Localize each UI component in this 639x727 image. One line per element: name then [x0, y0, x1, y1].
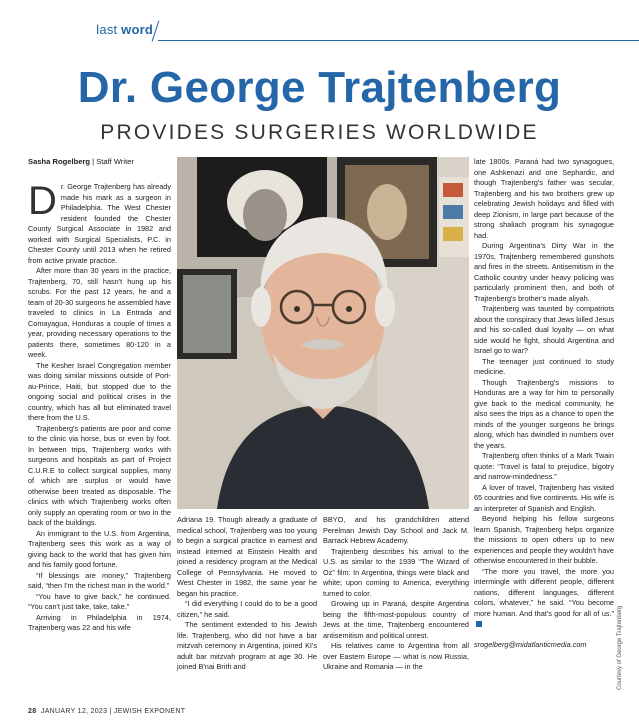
headline: Dr. George Trajtenberg: [77, 63, 562, 112]
end-mark-icon: [476, 621, 482, 627]
col1-paragraph-7: “You have to give back,” he continued. “You can't just take, take, take.”: [28, 591, 171, 611]
col2-paragraph-3: The sentiment extended to his Jewish life. Trajtenberg, who did not have a bar mitzvah ceremony in Argentina, joined KI's adult bar mitzvah program at age 30. He joined B'nai Brith and: [177, 620, 317, 671]
section-label: [96, 22, 153, 37]
drop-cap: D: [28, 179, 57, 223]
byline-author: Sasha Rogelberg: [28, 157, 91, 166]
byline-role: | Staff Writer: [90, 157, 134, 166]
col2-paragraph-2: “I did everything I could do to be a good citizen,” he said.: [177, 599, 317, 619]
col4-paragraph-8: Beyond helping his fellow surgeons learn Spanish, Trajtenberg helps organize the missions to open others up to new experiences and people they wouldn't have otherwise encountered in their bubble.: [474, 514, 614, 565]
col1-paragraph-6: “If blessings are money,” Trajtenberg said, “then I'm the richest man in the world.”: [28, 570, 171, 590]
section-prefix: last: [96, 22, 122, 37]
col2-paragraph-1: Adriana 19. Though already a graduate of medical school, Trajtenberg was too young to begin a surgical practice in earnest and instead interned at Einstein Health and joined a residency program at the Medical College of Pennsylvania. He moved to West Chester in 1982, the same year he began his practice.: [177, 515, 317, 598]
section-bold: word: [121, 22, 153, 37]
col4-paragraph-1: late 1800s. Paraná had two synagogues, one Ashkenazi and one Sephardic, and though Trajtenberg's father was secular, Trajtenberg and his two brothers grew up celebrating Jewish holidays and filled with deep Zionism, in large part because of the strong shaliach program his synagogue had.: [474, 157, 614, 240]
col4-paragraph-6: Trajtenberg often thinks of a Mark Twain quote: “Travel is fatal to prejudice, bigotry and narrow-mindedness.”: [474, 451, 614, 481]
page-footer: [28, 708, 185, 715]
section-rule: [158, 40, 639, 41]
col3-paragraph-3: Growing up in Paraná, despite Argentina being the fifth-most-populous country of Jews at the time, Trajtenberg encountered antisemitism and political unrest.: [323, 599, 469, 640]
col4-paragraph-5: Though Trajtenberg's missions to Honduras are a way for him to personally give back to the medical community, he also sees the trips as a chance to open the minds of the younger surgeons he brings along, which has dwindled in numbers over the years.: [474, 377, 614, 450]
footer-info: JANUARY 12, 2023 | JEWISH EXPONENT: [40, 708, 186, 715]
col3-paragraph-1: BBYO, and his grandchildren attend Perelman Jewish Day School and Jack M. Barrack Hebrew Academy.: [323, 515, 469, 545]
column-2: [177, 515, 317, 673]
portrait-photo: [177, 157, 469, 509]
col1-paragraph-5: An immigrant to the U.S. from Argentina, Trajtenberg sees this work as a way of giving back to the world that has given him and his family good fortune.: [28, 528, 171, 569]
byline: [28, 157, 134, 166]
author-email[interactable]: srogelberg@midatlanticmedia.com: [474, 639, 587, 649]
col1-paragraph-2: After more than 30 years in the practice, Trajtenberg, 70, still hasn't hung up his scrubs. For the past 12 years, he and a team of 20-30 surgeons he assembled have traveled to clinics in La Entrada and Comayagua, Honduras a couple of times a year, providing necessary operations to the patients there, sometimes 80-120 in a week.: [28, 266, 171, 359]
column-3: [323, 515, 469, 673]
col4-p9-text: “The more you travel, the more you intermingle with different people, different nations, different languages, different colors, whatever,” he said. “You become more human. And that's good for all of us.”: [474, 566, 614, 618]
photo-credit: Courtesy of George Trajtenberg: [617, 605, 623, 690]
col1-paragraph-4: Trajtenberg's patients are poor and come to the clinic via horse, bus or even by foot. In between trips, Trajtenberg works with surgeons and hospitals as part of Project C.U.R.E to collect surgical supplies, many of which are surplus or would have otherwise been treated as disposable. The clinics with which Trajtenberg works often only supply an operating room or two in the back of the buildings.: [28, 423, 171, 527]
col3-paragraph-4: His relatives came to Argentina from all over Eastern Europe — what is now Russia, Ukraine and Romania — in the: [323, 641, 469, 671]
col4-paragraph-9: [474, 567, 614, 630]
column-1: [28, 179, 171, 634]
col3-paragraph-2: Trajtenberg describes his arrival to the U.S. as similar to the 1939 “The Wizard of Oz” film: In Argentina, things were black and white; upon coming to America, everything turned to color.: [323, 546, 469, 598]
portrait-illustration: [177, 157, 469, 509]
col1-paragraph-1: [28, 179, 171, 266]
col4-paragraph-7: A lover of travel, Trajtenberg has visited 65 countries and five continents. His wife is an interpreter of Spanish and English.: [474, 482, 614, 513]
col4-paragraph-4: The teenager just continued to study medicine.: [474, 356, 614, 376]
page-number: 28: [28, 708, 37, 715]
col4-paragraph-2: During Argentina's Dirty War in the 1970s, Trajtenberg remembered gunshots and fires in the streets. Antisemitism in the Catholic country under heavy policing was particularly prominent then, and both of Trajtenberg's brother's made aliyah.: [474, 241, 614, 303]
subhead: PROVIDES SURGERIES WORLDWIDE: [100, 121, 539, 144]
col1-p1-text: r. George Trajtenberg has already made his mark as a surgeon in Philadelphia. The West Chester resident founded the Chester County Surgical Associate in 1982 and worked with Surgical Specialists, P.C. in Chester County until 2013 when he retired from active private practice.: [28, 182, 171, 265]
column-4: [474, 157, 614, 650]
col1-paragraph-3: The Kesher Israel Congregation member was doing similar missions outside of Port-au-Prince, Haiti, but stopped due to the ongoing social and political crises in the country, which has all but eliminated travel there from the U.S.: [28, 360, 171, 422]
col4-paragraph-3: Trajtenberg was taunted by compatriots about the conspiracy that Jews killed Jesus and his so-called dual loyalty — on what side would he fight, should Argentina and Israel go to war?: [474, 304, 614, 355]
col1-paragraph-8: Arriving in Philadelphia in 1974, Trajtenberg was 22 and his wife: [28, 612, 171, 632]
section-tag: [0, 18, 639, 44]
